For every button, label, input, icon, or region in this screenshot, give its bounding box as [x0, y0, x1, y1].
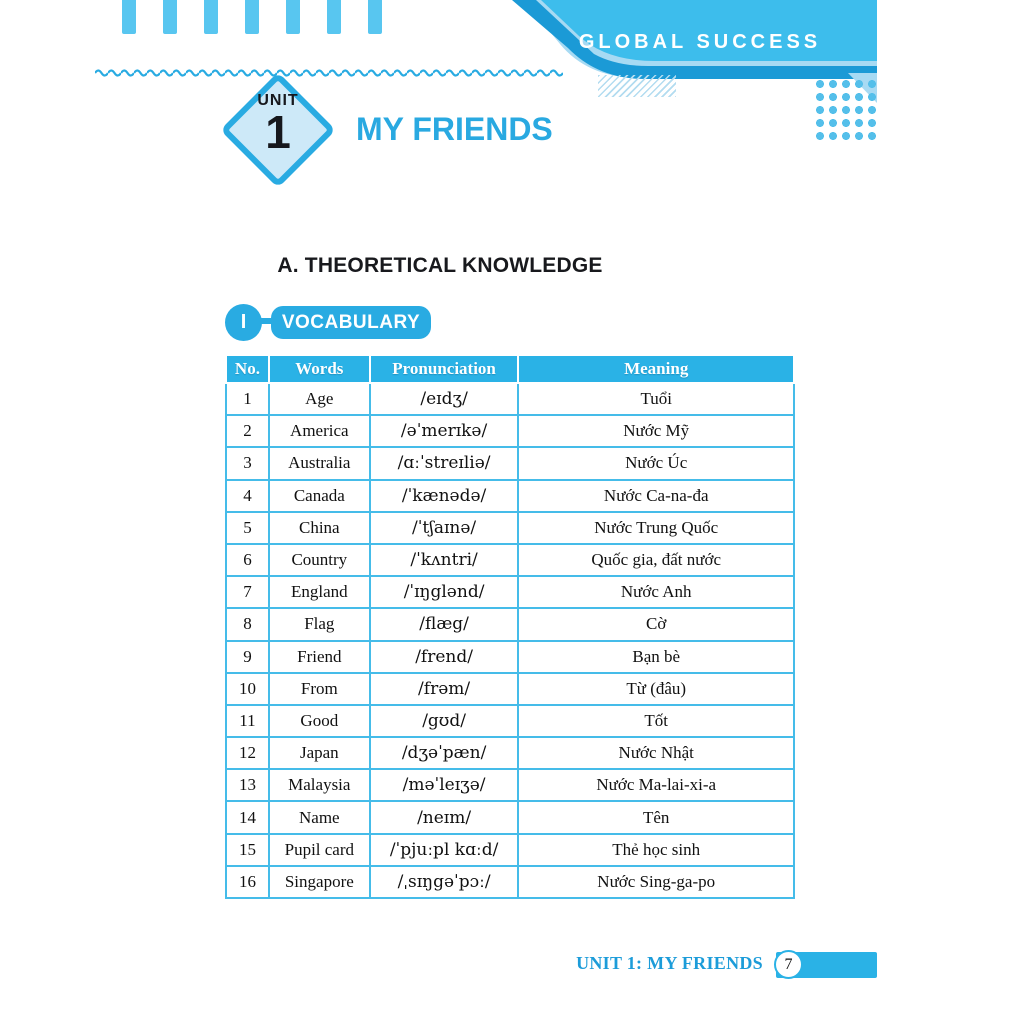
cell-pronunciation: /ˌsɪŋgəˈpɔː/: [370, 866, 519, 898]
table-row: [226, 544, 794, 576]
cell-no: 1: [226, 383, 269, 415]
cell-meaning: Cờ: [518, 608, 794, 640]
cell-meaning: Nước Sing-ga-po: [518, 866, 794, 898]
wavy-divider: [95, 67, 563, 77]
cell-word: China: [269, 512, 370, 544]
footer-unit-label: UNIT 1: MY FRIENDS: [576, 953, 763, 973]
cell-no: 14: [226, 801, 269, 833]
cell-pronunciation: /ˈkænədə/: [370, 480, 519, 512]
part-marker-circle: I: [225, 304, 262, 341]
cell-no: 13: [226, 769, 269, 801]
cell-meaning: Nước Anh: [518, 576, 794, 608]
table-row: [226, 801, 794, 833]
cell-meaning: Tuổi: [518, 383, 794, 415]
cell-pronunciation: /flæg/: [370, 608, 519, 640]
cell-pronunciation: /frəm/: [370, 673, 519, 705]
cell-meaning: Tốt: [518, 705, 794, 737]
cell-meaning: Bạn bè: [518, 641, 794, 673]
cell-word: Flag: [269, 608, 370, 640]
table-row: [226, 480, 794, 512]
cell-word: Canada: [269, 480, 370, 512]
cell-meaning: Nước Ca-na-đa: [518, 480, 794, 512]
cell-word: England: [269, 576, 370, 608]
column-header-no: No.: [226, 355, 269, 383]
cell-pronunciation: /ˈɪŋglənd/: [370, 576, 519, 608]
table-row: [226, 608, 794, 640]
cell-word: Singapore: [269, 866, 370, 898]
cell-meaning: Từ (đâu): [518, 673, 794, 705]
table-row: [226, 737, 794, 769]
cell-pronunciation: /gʊd/: [370, 705, 519, 737]
dot-grid-decoration: [814, 78, 879, 143]
unit-title: MY FRIENDS: [356, 111, 553, 147]
cell-pronunciation: /dʒəˈpæn/: [370, 737, 519, 769]
cell-meaning: Nước Úc: [518, 447, 794, 479]
cell-meaning: Nước Trung Quốc: [518, 512, 794, 544]
table-row: [226, 673, 794, 705]
cell-meaning: Nước Ma-lai-xi-a: [518, 769, 794, 801]
table-row: [226, 447, 794, 479]
cell-no: 3: [226, 447, 269, 479]
table-row: [226, 641, 794, 673]
cell-pronunciation: /neɪm/: [370, 801, 519, 833]
cell-no: 9: [226, 641, 269, 673]
cell-word: Name: [269, 801, 370, 833]
cell-meaning: Tên: [518, 801, 794, 833]
cell-pronunciation: /ɑːˈstreɪliə/: [370, 447, 519, 479]
cell-pronunciation: /eɪdʒ/: [370, 383, 519, 415]
cell-meaning: Nước Nhật: [518, 737, 794, 769]
column-header-pronunciation: Pronunciation: [370, 355, 519, 383]
section-heading: A. THEORETICAL KNOWLEDGE: [277, 254, 603, 277]
unit-word: UNIT: [257, 92, 299, 109]
cell-word: America: [269, 415, 370, 447]
table-row: [226, 415, 794, 447]
cell-pronunciation: /məˈleɪʒə/: [370, 769, 519, 801]
table-row: [226, 576, 794, 608]
table-row: [226, 866, 794, 898]
table-header-row: [226, 355, 794, 383]
cell-pronunciation: /ˈtʃaɪnə/: [370, 512, 519, 544]
cell-pronunciation: /frend/: [370, 641, 519, 673]
vocabulary-table: [225, 354, 795, 899]
cell-pronunciation: /ˈkʌntri/: [370, 544, 519, 576]
vocabulary-pill: VOCABULARY: [271, 306, 431, 339]
cell-no: 7: [226, 576, 269, 608]
cell-no: 12: [226, 737, 269, 769]
cell-no: 4: [226, 480, 269, 512]
table-row: [226, 512, 794, 544]
cell-word: Japan: [269, 737, 370, 769]
unit-badge-label: [218, 92, 338, 172]
unit-number: 1: [265, 106, 291, 158]
cell-no: 16: [226, 866, 269, 898]
cell-meaning: Nước Mỹ: [518, 415, 794, 447]
cell-no: 11: [226, 705, 269, 737]
cell-word: Country: [269, 544, 370, 576]
cell-no: 5: [226, 512, 269, 544]
cell-word: Good: [269, 705, 370, 737]
cell-word: Australia: [269, 447, 370, 479]
cell-word: Pupil card: [269, 834, 370, 866]
cell-word: From: [269, 673, 370, 705]
cell-word: Age: [269, 383, 370, 415]
page-number-badge: 7: [774, 950, 803, 979]
cell-no: 8: [226, 608, 269, 640]
cell-pronunciation: /ˈpjuːpl kɑːd/: [370, 834, 519, 866]
cell-no: 6: [226, 544, 269, 576]
column-header-words: Words: [269, 355, 370, 383]
table-row: [226, 383, 794, 415]
cell-no: 15: [226, 834, 269, 866]
cell-meaning: Quốc gia, đất nước: [518, 544, 794, 576]
table-row: [226, 834, 794, 866]
hatch-decoration: [598, 75, 676, 97]
cell-meaning: Thẻ học sinh: [518, 834, 794, 866]
cell-word: Friend: [269, 641, 370, 673]
cell-no: 2: [226, 415, 269, 447]
cell-word: Malaysia: [269, 769, 370, 801]
column-header-meaning: Meaning: [518, 355, 794, 383]
table-row: [226, 769, 794, 801]
brand-logo-text: GLOBAL SUCCESS: [578, 31, 822, 53]
table-row: [226, 705, 794, 737]
cell-no: 10: [226, 673, 269, 705]
cell-pronunciation: /əˈmerɪkə/: [370, 415, 519, 447]
